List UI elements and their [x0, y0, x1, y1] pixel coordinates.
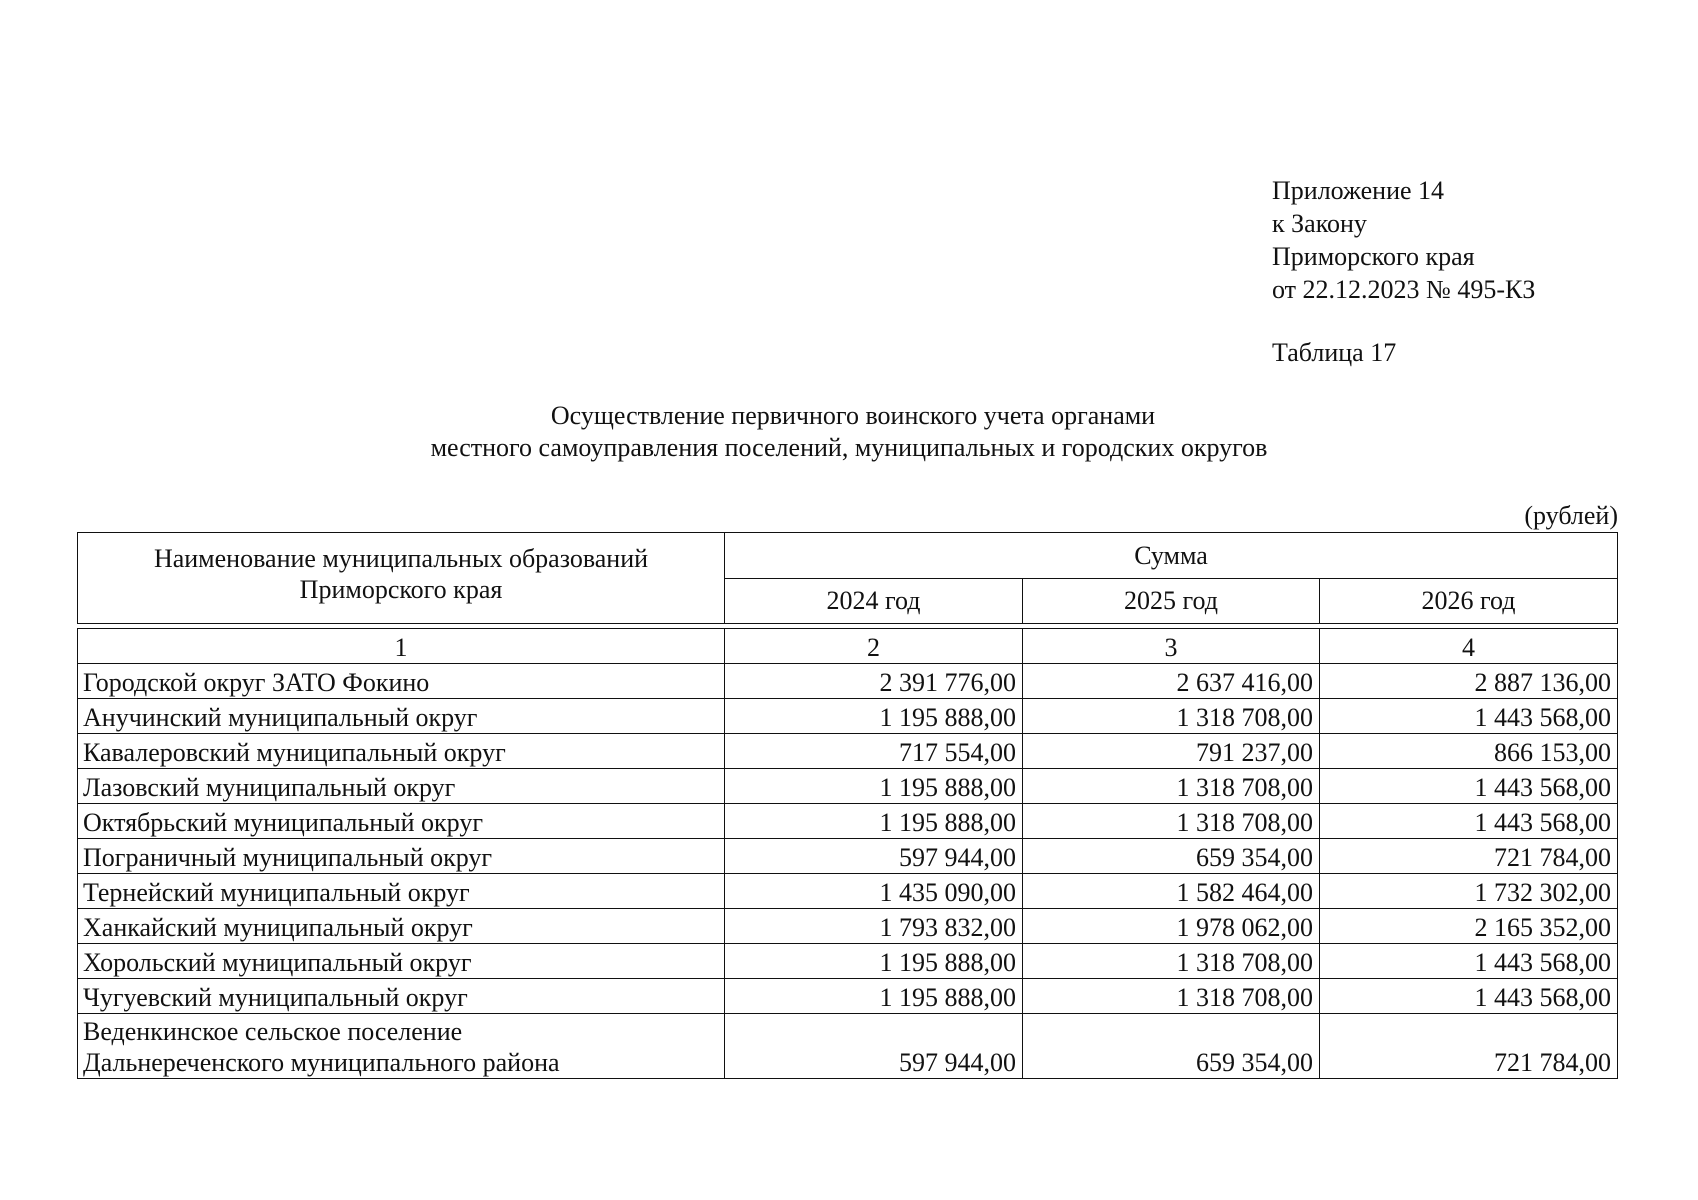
- title-line: местного самоуправления поселений, муниципальных и городских округов: [430, 433, 1268, 462]
- amount-2024: 1 793 832,00: [725, 909, 1023, 944]
- amount-2025: 1 582 464,00: [1023, 874, 1320, 909]
- header-name-line: Приморского края: [299, 575, 503, 604]
- municipality-name: Городской округ ЗАТО Фокино: [78, 664, 725, 699]
- header-year-2024: 2024 год: [725, 578, 1023, 624]
- amount-2024: 1 195 888,00: [725, 944, 1023, 979]
- municipality-name: Октябрьский муниципальный округ: [78, 804, 725, 839]
- amount-2026: 1 443 568,00: [1320, 769, 1618, 804]
- municipality-name-line: Дальнереченского муниципального района: [83, 1048, 560, 1077]
- amount-2026: 721 784,00: [1320, 1014, 1618, 1079]
- annex-line: Приложение 14: [1272, 176, 1445, 205]
- amount-2025: 1 318 708,00: [1023, 944, 1320, 979]
- amount-2026: 2 165 352,00: [1320, 909, 1618, 944]
- municipality-name: Хорольский муниципальный округ: [78, 944, 725, 979]
- table-row: [78, 1014, 1618, 1079]
- municipality-name-line: Веденкинское сельское поселение: [83, 1017, 463, 1046]
- table-row: [78, 699, 1618, 734]
- table-row: [78, 874, 1618, 909]
- amount-2026: 866 153,00: [1320, 734, 1618, 769]
- amount-2024: 2 391 776,00: [725, 664, 1023, 699]
- amount-2025: 2 637 416,00: [1023, 664, 1320, 699]
- municipality-name: Тернейский муниципальный округ: [78, 874, 725, 909]
- table-number: Таблица 17: [1272, 338, 1397, 367]
- header-name-line: Наименование муниципальных образований: [153, 544, 649, 573]
- amount-2025: 1 318 708,00: [1023, 699, 1320, 734]
- table-row: [78, 734, 1618, 769]
- table-row: [78, 839, 1618, 874]
- municipality-name: Ханкайский муниципальный округ: [78, 909, 725, 944]
- amount-2026: 2 887 136,00: [1320, 664, 1618, 699]
- amount-2026: 1 443 568,00: [1320, 979, 1618, 1014]
- amount-2024: 1 195 888,00: [725, 699, 1023, 734]
- amount-2024: 597 944,00: [725, 839, 1023, 874]
- title-line: Осуществление первичного воинского учета органами: [550, 401, 1156, 430]
- amount-2026: 1 443 568,00: [1320, 804, 1618, 839]
- header-sum-cell: Сумма: [725, 533, 1618, 579]
- municipality-name: Кавалеровский муниципальный округ: [78, 734, 725, 769]
- amount-2026: 1 443 568,00: [1320, 944, 1618, 979]
- annex-line: Приморского края: [1272, 242, 1475, 271]
- column-number-row: [78, 629, 1618, 664]
- column-number: 1: [78, 629, 725, 664]
- table-row: [78, 979, 1618, 1014]
- table-row: [78, 804, 1618, 839]
- annex-block: [1272, 174, 1535, 306]
- amount-2024: 717 554,00: [725, 734, 1023, 769]
- amount-2025: 1 318 708,00: [1023, 979, 1320, 1014]
- column-number: 4: [1320, 629, 1618, 664]
- municipality-name: Анучинский муниципальный округ: [78, 699, 725, 734]
- column-number: 2: [725, 629, 1023, 664]
- amount-2025: 659 354,00: [1023, 1014, 1320, 1079]
- table-row: [78, 664, 1618, 699]
- amount-2025: 1 978 062,00: [1023, 909, 1320, 944]
- amount-2026: 1 732 302,00: [1320, 874, 1618, 909]
- table-row: [78, 909, 1618, 944]
- amount-2024: 1 195 888,00: [725, 804, 1023, 839]
- annex-line: к Закону: [1272, 209, 1367, 238]
- header-name-cell: [78, 533, 725, 624]
- amount-2025: 659 354,00: [1023, 839, 1320, 874]
- municipality-name: Лазовский муниципальный округ: [78, 769, 725, 804]
- amount-2024: 1 195 888,00: [725, 979, 1023, 1014]
- header-year-2025: 2025 год: [1023, 578, 1320, 624]
- amount-2024: 597 944,00: [725, 1014, 1023, 1079]
- document-title: [0, 400, 1698, 464]
- amount-2025: 1 318 708,00: [1023, 804, 1320, 839]
- amount-2026: 1 443 568,00: [1320, 699, 1618, 734]
- municipality-name: [78, 1014, 725, 1079]
- municipality-name: Пограничный муниципальный округ: [78, 839, 725, 874]
- amount-2024: 1 195 888,00: [725, 769, 1023, 804]
- table-row: [78, 769, 1618, 804]
- amount-2025: 1 318 708,00: [1023, 769, 1320, 804]
- annex-line: от 22.12.2023 № 495-КЗ: [1272, 275, 1536, 304]
- header-year-2026: 2026 год: [1320, 578, 1618, 624]
- table-row: [78, 944, 1618, 979]
- municipality-name: Чугуевский муниципальный округ: [78, 979, 725, 1014]
- column-number: 3: [1023, 629, 1320, 664]
- unit-label: (рублей): [1524, 501, 1618, 530]
- budget-table: [77, 532, 1618, 1079]
- amount-2025: 791 237,00: [1023, 734, 1320, 769]
- header-row: [78, 533, 1618, 579]
- amount-2024: 1 435 090,00: [725, 874, 1023, 909]
- amount-2026: 721 784,00: [1320, 839, 1618, 874]
